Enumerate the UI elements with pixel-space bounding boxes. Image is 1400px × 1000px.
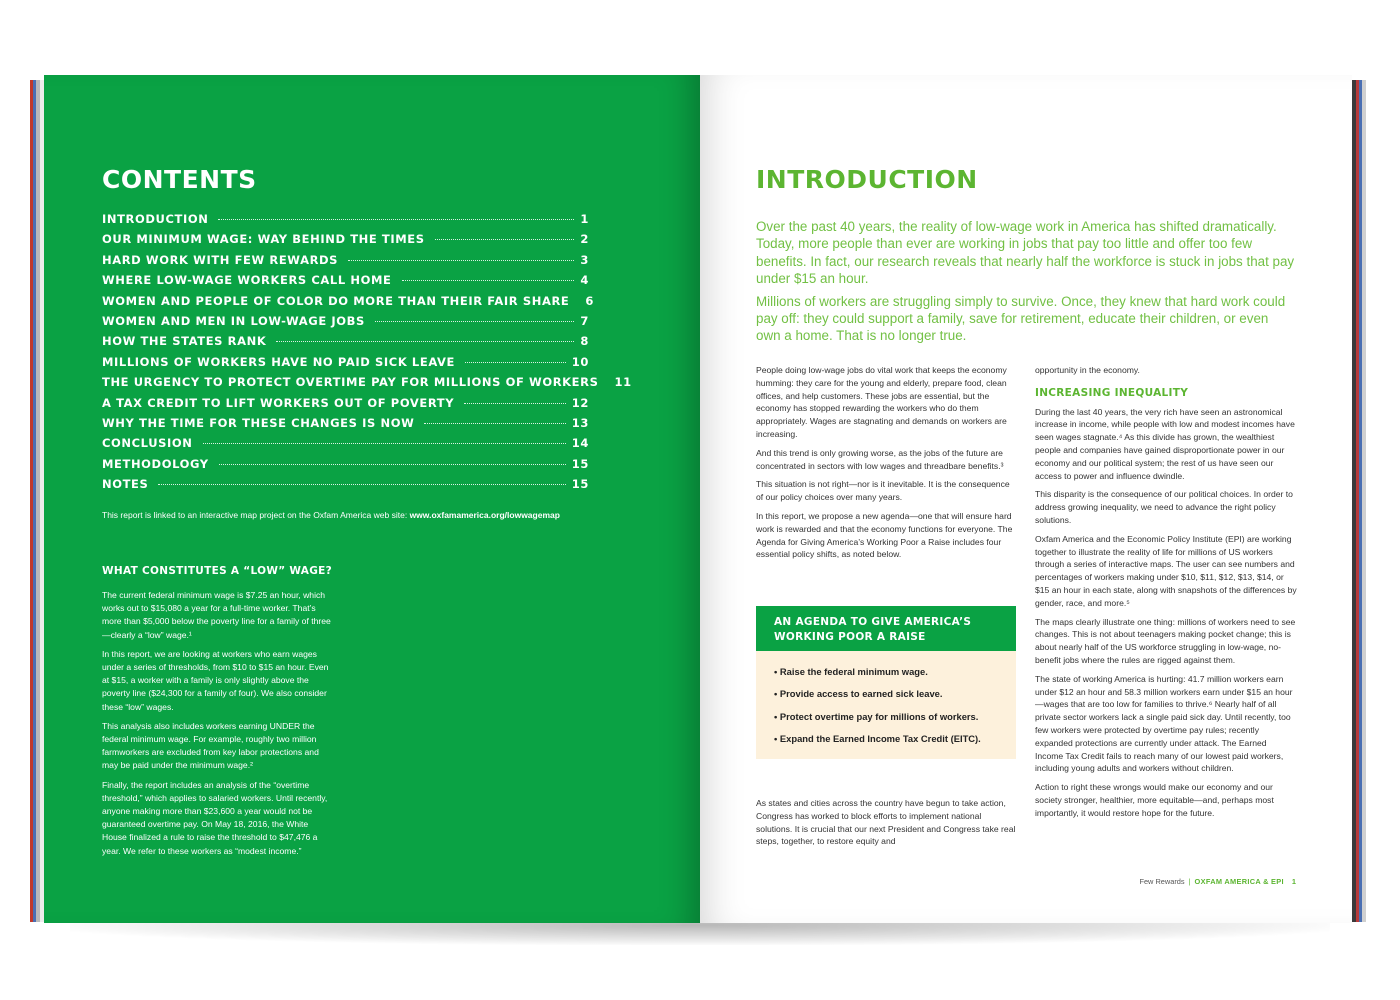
low-wage-body [102,589,334,864]
body-paragraph: The maps clearly illustrate one thing: millions of workers need to see changes. This is not about teenagers making pocket change; this is about nearly half of the US workforce struggling in low-wage, no-benefit jobs where the rules are rigged against them. [1035,616,1296,665]
contents-title: CONTENTS [102,165,257,194]
lead-paragraph: Millions of workers are struggling simply to survive. Once, they knew that hard work could pay off: they could support a family, save for retirement, educate their children, or even own a home. That is no longer true. [756,293,1286,344]
body-paragraph: The state of working America is hurting: 41.7 million workers earn under $12 an hour and 58.3 million workers earn under $15 an hour—wages that are too low for families to thrive.⁶ Nearly half of all private sector workers lack a single paid sick day. Until recently, too few workers were protected by overtime pay rules; recently expanded protections are currently under attack. The Earned Income Tax Credit fails to reach many of our lowest paid workers, including young adults and workers without children. [1035,673,1293,774]
agenda-box [756,606,1016,759]
contents-page [44,75,700,923]
toc-leader-dots [218,219,574,220]
toc-page-number: 3 [580,252,589,267]
toc-entry[interactable] [102,273,589,293]
toc-leader-dots [465,362,566,363]
toc-entry[interactable] [102,355,589,375]
toc-leader-dots [435,239,575,240]
body-paragraph: In this report, we propose a new agenda—one that will ensure hard work is rewarded and that the economy functions for everyone. The Agenda for Giving America’s Working Poor a Raise includes four essential policy shifts, as noted below. [756,510,1013,560]
toc-label: HARD WORK WITH FEW REWARDS [102,252,339,267]
page-footer [1139,877,1296,886]
toc-entry[interactable] [102,457,589,477]
lead-paragraph: Over the past 40 years, the reality of low-wage work in America has shifted dramatically. Today, more people than ever are working in jobs that pay too little and offer too few benefits. In fact, our research reveals that nearly half the workforce is stuck in jobs that pay under $15 an hour. [756,219,1295,287]
lead-text [756,218,1296,350]
map-link-url[interactable]: www.oxfamamerica.org/lowwagemap [409,510,560,520]
toc-page-number: 4 [580,273,589,288]
toc-leader-dots [203,443,566,444]
toc-label: INTRODUCTION [102,212,209,226]
toc-entry[interactable] [102,334,589,354]
agenda-list [756,651,1016,759]
low-wage-paragraph: This analysis also includes workers earning UNDER the federal minimum wage. For example, roughly two million farmworkers are excluded from key labor protections and may be paid under the minimum wage.² [102,720,319,771]
low-wage-paragraph: In this report, we are looking at workers who earn wages under a series of thresholds, from $10 to $15 an hour. Even at $15, a worker with a family is only slightly above the poverty line ($24,300 for a family of four). We also consider these “low” wages. [102,648,329,712]
toc-page-number: 15 [571,477,589,492]
toc-label: METHODOLOGY [102,456,209,471]
toc-label: WOMEN AND MEN IN LOW-WAGE JOBS [102,313,365,328]
body-paragraph: Oxfam America and the Economic Policy Institute (EPI) are working together to illustrate the reality of life for millions of US workers through a series of interactive maps. The user can see numbers and percentages of workers making under $10, $11, $12, $13, $14, or $15 an hour in each state, along with snapshots of the differences by gender, race, and more.⁵ [1035,533,1297,608]
footer-org: OXFAM AMERICA & EPI [1194,877,1284,886]
agenda-heading: AN AGENDA TO GIVE AMERICA’S WORKING POOR A RAISE [756,606,1016,651]
body-paragraph: During the last 40 years, the very rich have seen an astronomical increase in income, while people with low and modest incomes have seen wages stagnate.⁴ As this divide has grown, the wealthiest people and companies have gained disproportionate power in our economy and our political system; the rest of us have seen our access to power and influence dwindle. [1035,406,1295,481]
body-paragraph: Action to right these wrongs would make our economy and our society stronger, healthier, more equitable—and, perhaps most importantly, it would restore hope for the future. [1035,782,1274,818]
table-of-contents [102,212,632,497]
introduction-title: INTRODUCTION [756,165,978,194]
toc-page-number: 10 [571,354,589,369]
toc-label: OUR MINIMUM WAGE: WAY BEHIND THE TIMES [102,232,425,247]
toc-page-number: 12 [571,395,589,410]
toc-label: WHY THE TIME FOR THESE CHANGES IS NOW [102,415,415,430]
toc-page-number: 7 [580,313,589,328]
toc-entry[interactable] [102,314,589,334]
toc-leader-dots [219,464,566,465]
toc-leader-dots [348,260,574,261]
toc-entry[interactable] [102,293,594,314]
body-paragraph: opportunity in the economy. [1035,365,1140,375]
toc-label: NOTES [102,477,149,492]
body-column-right [1035,364,1297,826]
toc-leader-dots [158,484,565,485]
toc-entry[interactable] [102,396,589,416]
body-paragraph: People doing low-wage jobs do vital work that keeps the economy humming: they care for the young and elderly, prepare food, clean offices, and help customers. These jobs are essential, but the economy has stopped rewarding the workers who do them appropriately. Wages are stagnating and demands on workers are increasing. [756,365,1007,439]
toc-page-number: 8 [580,334,589,349]
agenda-item: • Protect overtime pay for millions of workers. [774,710,979,722]
agenda-item: • Raise the federal minimum wage. [774,666,928,677]
footer-section: Few Rewards [1139,877,1185,886]
body-column-left [756,364,1018,567]
toc-leader-dots [375,321,575,322]
toc-label: WOMEN AND PEOPLE OF COLOR DO MORE THAN THEIR FAIR SHARE [102,293,570,308]
low-wage-heading: WHAT CONSTITUTES A “LOW” WAGE? [102,565,332,577]
right-page-edge-gray [1362,80,1366,922]
inequality-heading: INCREASING INEQUALITY [1035,386,1189,399]
toc-leader-dots [276,341,574,342]
toc-leader-dots [424,423,565,424]
toc-entry[interactable] [102,477,589,497]
toc-page-number: 6 [585,293,594,308]
toc-entry[interactable] [102,416,589,436]
footer-separator: | [1188,877,1191,886]
toc-page-number: 13 [571,415,589,430]
toc-label: A TAX CREDIT TO LIFT WORKERS OUT OF POVERTY [102,395,455,410]
toc-entry[interactable] [102,436,589,456]
toc-page-number: 1 [580,212,589,226]
agenda-item: • Provide access to earned sick leave. [774,688,943,700]
body-paragraph: This situation is not right—nor is it inevitable. It is the consequence of our policy choices over many years. [756,479,1010,503]
introduction-page [700,75,1352,923]
toc-leader-dots [402,280,575,281]
toc-label: MILLIONS OF WORKERS HAVE NO PAID SICK LEAVE [102,354,455,369]
page-number: 1 [1291,877,1296,886]
toc-label: WHERE LOW-WAGE WORKERS CALL HOME [102,273,392,288]
map-link-note [102,510,560,520]
toc-entry[interactable] [102,253,589,273]
toc-label: HOW THE STATES RANK [102,334,267,349]
body-paragraph: This disparity is the consequence of our political choices. In order to address growing inequality, we need to advance the right policy solutions. [1035,489,1293,525]
toc-entry[interactable] [102,212,589,232]
body-column-left-bottom: As states and cities across the country have begun to take action, Congress has worked to block efforts to implement national solutions. It is crucial that our next President and Congress take real steps, together, to restore equity and [756,798,1016,847]
toc-page-number: 15 [571,456,589,471]
toc-page-number: 11 [614,375,632,390]
toc-label: CONCLUSION [102,436,193,451]
low-wage-paragraph: The current federal minimum wage is $7.25 an hour, which works out to $15,080 a year for a full-time worker. That’s more than $5,000 below the poverty line for a family of three—clearly a “low” wage.¹ [102,590,331,640]
body-paragraph: And this trend is only growing worse, as the jobs of the future are concentrated in sectors with low wages and threadbare benefits.³ [756,447,1004,471]
toc-entry[interactable] [102,232,589,252]
toc-page-number: 2 [580,232,589,247]
agenda-item: • Expand the Earned Income Tax Credit (EITC). [774,733,981,745]
toc-leader-dots [464,403,566,404]
low-wage-paragraph: Finally, the report includes an analysis of the “overtime threshold,” which applies to salaried workers. Until recently, anyone making more than $23,600 a year would not be guaranteed overtime pay. On May 18, 2016, the White House finalized a rule to raise the threshold to $47,476 a year. We refer to these workers as “modest income.” [102,779,328,856]
toc-entry[interactable] [102,375,632,395]
toc-label: THE URGENCY TO PROTECT OVERTIME PAY FOR MILLIONS OF WORKERS [102,375,599,390]
map-link-text: This report is linked to an interactive map project on the Oxfam America web site: [102,510,410,520]
toc-page-number: 14 [571,436,589,451]
